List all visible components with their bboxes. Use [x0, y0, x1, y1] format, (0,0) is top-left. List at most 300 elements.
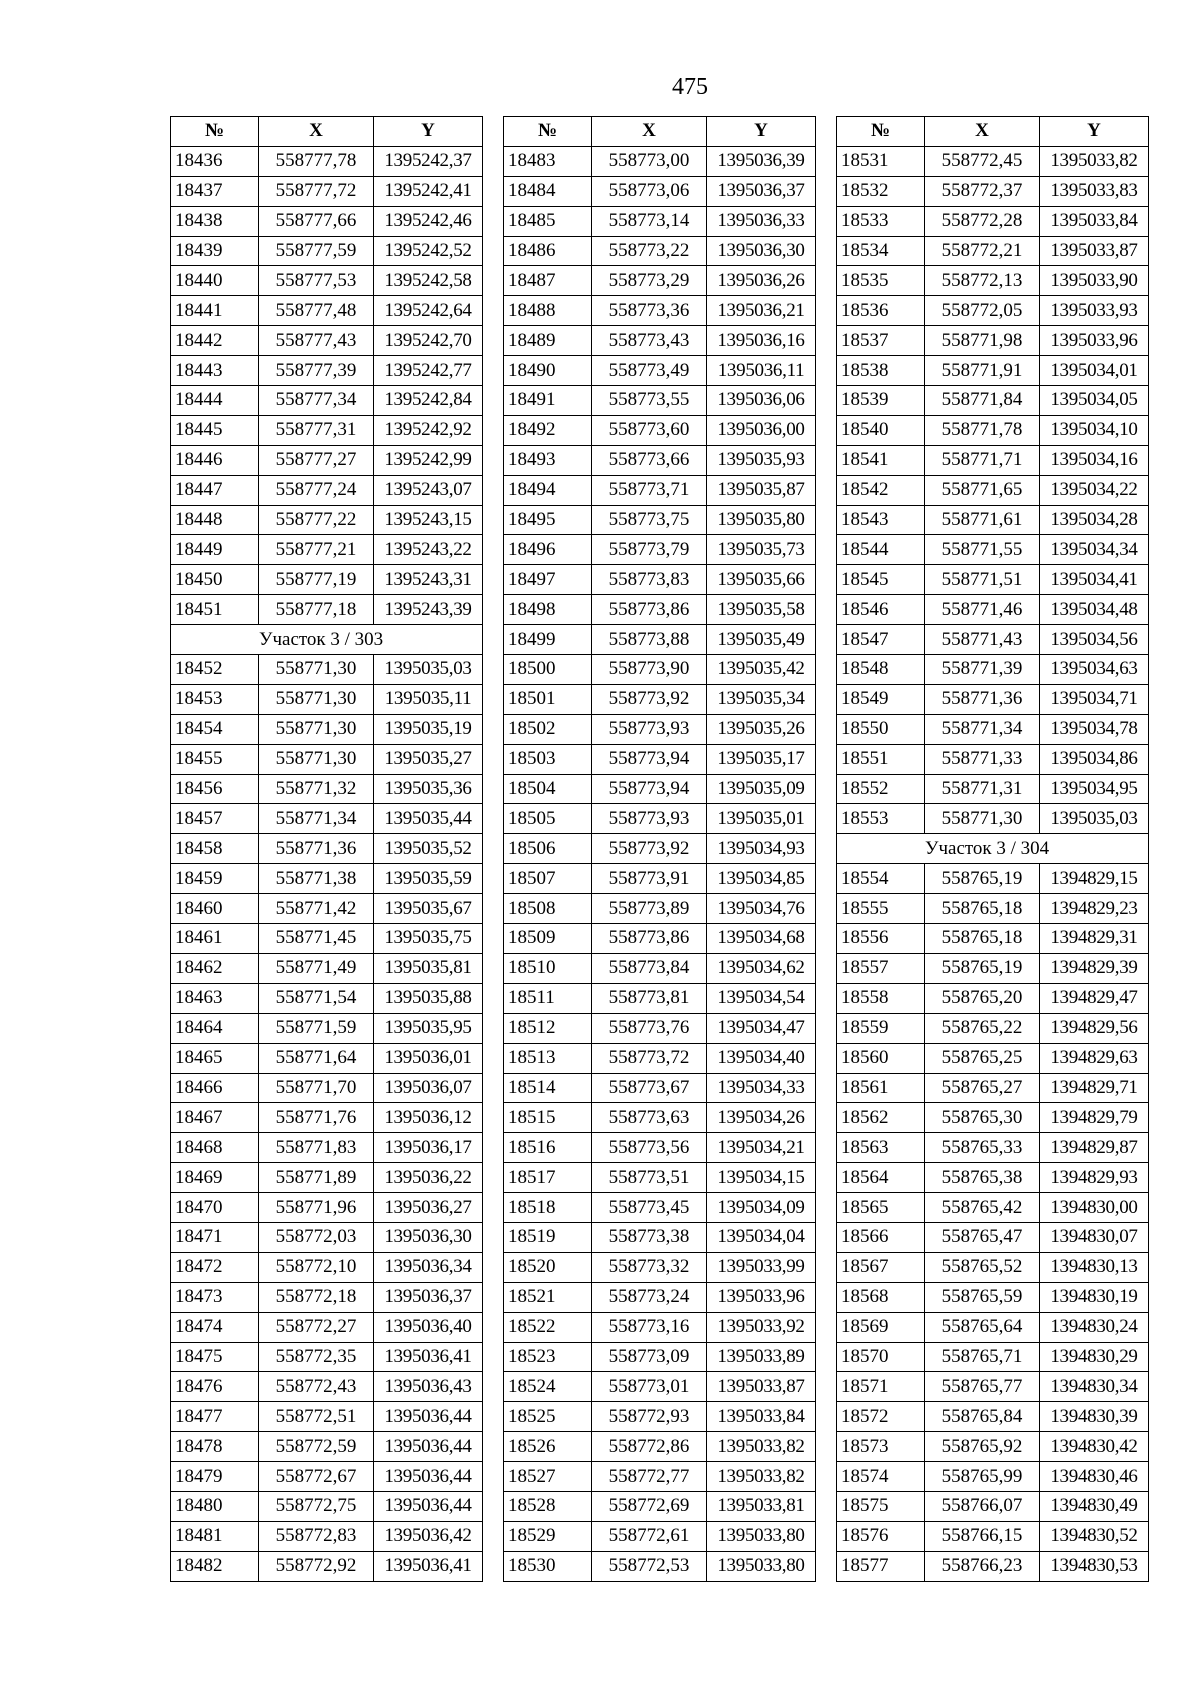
- x-coordinate: 558773,16: [592, 1312, 707, 1342]
- x-coordinate: 558772,37: [925, 176, 1040, 206]
- point-number: 18560: [837, 1043, 925, 1073]
- x-coordinate: 558771,96: [259, 1193, 374, 1223]
- x-coordinate: 558773,81: [592, 983, 707, 1013]
- point-number: 18493: [504, 445, 592, 475]
- point-number: 18564: [837, 1163, 925, 1193]
- y-coordinate: 1394830,39: [1040, 1402, 1149, 1432]
- point-number: 18546: [837, 595, 925, 625]
- x-coordinate: 558771,45: [259, 924, 374, 954]
- x-coordinate: 558771,34: [925, 714, 1040, 744]
- x-coordinate: 558771,55: [925, 535, 1040, 565]
- coordinate-tables: [170, 116, 1149, 1582]
- point-number: 18441: [171, 296, 259, 326]
- y-coordinate: 1395036,33: [707, 206, 816, 236]
- point-number: 18568: [837, 1282, 925, 1312]
- table-row: [171, 924, 483, 954]
- header-y: Y: [374, 117, 483, 147]
- table-row: [504, 415, 816, 445]
- y-coordinate: 1395036,11: [707, 356, 816, 386]
- y-coordinate: 1395034,26: [707, 1103, 816, 1133]
- point-number: 18535: [837, 266, 925, 296]
- x-coordinate: 558771,51: [925, 565, 1040, 595]
- table-row: [837, 326, 1149, 356]
- x-coordinate: 558777,34: [259, 386, 374, 416]
- y-coordinate: 1394830,52: [1040, 1521, 1149, 1551]
- table-row: [837, 356, 1149, 386]
- x-coordinate: 558773,71: [592, 475, 707, 505]
- table-row: [171, 1043, 483, 1073]
- x-coordinate: 558772,53: [592, 1551, 707, 1581]
- point-number: 18562: [837, 1103, 925, 1133]
- table-row: [504, 1103, 816, 1133]
- x-coordinate: 558773,92: [592, 834, 707, 864]
- point-number: 18507: [504, 864, 592, 894]
- x-coordinate: 558773,29: [592, 266, 707, 296]
- x-coordinate: 558771,30: [259, 744, 374, 774]
- point-number: 18494: [504, 475, 592, 505]
- table-row: [837, 1491, 1149, 1521]
- x-coordinate: 558773,86: [592, 924, 707, 954]
- table-row: [837, 774, 1149, 804]
- table-row: [837, 535, 1149, 565]
- y-coordinate: 1395242,37: [374, 146, 483, 176]
- y-coordinate: 1395034,78: [1040, 714, 1149, 744]
- point-number: 18549: [837, 684, 925, 714]
- table-row: [837, 804, 1149, 834]
- point-number: 18528: [504, 1491, 592, 1521]
- table-row: [837, 1402, 1149, 1432]
- table-row: [171, 684, 483, 714]
- table-row: [837, 1133, 1149, 1163]
- point-number: 18542: [837, 475, 925, 505]
- x-coordinate: 558771,61: [925, 505, 1040, 535]
- y-coordinate: 1395034,68: [707, 924, 816, 954]
- x-coordinate: 558765,52: [925, 1252, 1040, 1282]
- table-row: [504, 1402, 816, 1432]
- x-coordinate: 558773,43: [592, 326, 707, 356]
- x-coordinate: 558773,89: [592, 894, 707, 924]
- x-coordinate: 558772,75: [259, 1491, 374, 1521]
- y-coordinate: 1395035,01: [707, 804, 816, 834]
- y-coordinate: 1395035,42: [707, 655, 816, 685]
- point-number: 18567: [837, 1252, 925, 1282]
- y-coordinate: 1395243,31: [374, 565, 483, 595]
- table-row: [171, 1491, 483, 1521]
- table-row: [171, 804, 483, 834]
- x-coordinate: 558772,43: [259, 1372, 374, 1402]
- y-coordinate: 1395034,54: [707, 983, 816, 1013]
- table-row: [504, 774, 816, 804]
- table-row: [171, 535, 483, 565]
- y-coordinate: 1395035,80: [707, 505, 816, 535]
- table-row: [504, 1521, 816, 1551]
- point-number: 18463: [171, 983, 259, 1013]
- point-number: 18543: [837, 505, 925, 535]
- point-number: 18571: [837, 1372, 925, 1402]
- table-row: [837, 146, 1149, 176]
- point-number: 18458: [171, 834, 259, 864]
- y-coordinate: 1395035,27: [374, 744, 483, 774]
- x-coordinate: 558773,45: [592, 1193, 707, 1223]
- table-row: [837, 1342, 1149, 1372]
- y-coordinate: 1395243,07: [374, 475, 483, 505]
- table-row: [504, 1432, 816, 1462]
- x-coordinate: 558771,83: [259, 1133, 374, 1163]
- y-coordinate: 1395035,26: [707, 714, 816, 744]
- table-row: [837, 625, 1149, 655]
- y-coordinate: 1395242,46: [374, 206, 483, 236]
- point-number: 18548: [837, 655, 925, 685]
- point-number: 18478: [171, 1432, 259, 1462]
- y-coordinate: 1395035,75: [374, 924, 483, 954]
- table-row: [171, 386, 483, 416]
- section-title: Участок 3 / 303: [171, 625, 483, 655]
- y-coordinate: 1395035,03: [374, 655, 483, 685]
- point-number: 18465: [171, 1043, 259, 1073]
- table-row: [837, 1462, 1149, 1492]
- x-coordinate: 558773,86: [592, 595, 707, 625]
- point-number: 18450: [171, 565, 259, 595]
- x-coordinate: 558771,84: [925, 386, 1040, 416]
- y-coordinate: 1395242,64: [374, 296, 483, 326]
- y-coordinate: 1395036,43: [374, 1372, 483, 1402]
- table-row: [171, 1342, 483, 1372]
- y-coordinate: 1394829,23: [1040, 894, 1149, 924]
- table-row: [171, 296, 483, 326]
- table-row: [837, 1252, 1149, 1282]
- y-coordinate: 1395035,11: [374, 684, 483, 714]
- point-number: 18462: [171, 953, 259, 983]
- x-coordinate: 558773,92: [592, 684, 707, 714]
- x-coordinate: 558772,03: [259, 1222, 374, 1252]
- header-x: X: [925, 117, 1040, 147]
- point-number: 18474: [171, 1312, 259, 1342]
- table-row: [504, 595, 816, 625]
- table-row: [504, 655, 816, 685]
- y-coordinate: 1395034,09: [707, 1193, 816, 1223]
- y-coordinate: 1395036,39: [707, 146, 816, 176]
- y-coordinate: 1394830,49: [1040, 1491, 1149, 1521]
- x-coordinate: 558765,25: [925, 1043, 1040, 1073]
- y-coordinate: 1395033,83: [1040, 176, 1149, 206]
- x-coordinate: 558773,00: [592, 146, 707, 176]
- table-row: [837, 1432, 1149, 1462]
- table-row: [504, 1372, 816, 1402]
- x-coordinate: 558771,54: [259, 983, 374, 1013]
- table-row: [837, 1013, 1149, 1043]
- y-coordinate: 1395033,87: [1040, 236, 1149, 266]
- point-number: 18506: [504, 834, 592, 864]
- x-coordinate: 558773,91: [592, 864, 707, 894]
- x-coordinate: 558777,18: [259, 595, 374, 625]
- y-coordinate: 1395034,48: [1040, 595, 1149, 625]
- table-row: [504, 1133, 816, 1163]
- x-coordinate: 558771,76: [259, 1103, 374, 1133]
- page-number: 475: [672, 74, 708, 100]
- point-number: 18489: [504, 326, 592, 356]
- x-coordinate: 558772,28: [925, 206, 1040, 236]
- header-number: №: [837, 117, 925, 147]
- x-coordinate: 558771,64: [259, 1043, 374, 1073]
- table-row: [171, 1222, 483, 1252]
- table-row: [837, 1551, 1149, 1581]
- x-coordinate: 558765,84: [925, 1402, 1040, 1432]
- point-number: 18487: [504, 266, 592, 296]
- table-row: [504, 445, 816, 475]
- point-number: 18576: [837, 1521, 925, 1551]
- table-row: [504, 565, 816, 595]
- table-row: [171, 1312, 483, 1342]
- table-row: [504, 1073, 816, 1103]
- header-y: Y: [1040, 117, 1149, 147]
- x-coordinate: 558771,78: [925, 415, 1040, 445]
- table-row: [504, 834, 816, 864]
- x-coordinate: 558773,83: [592, 565, 707, 595]
- y-coordinate: 1395034,16: [1040, 445, 1149, 475]
- x-coordinate: 558772,69: [592, 1491, 707, 1521]
- y-coordinate: 1395036,01: [374, 1043, 483, 1073]
- point-number: 18448: [171, 505, 259, 535]
- point-number: 18516: [504, 1133, 592, 1163]
- x-coordinate: 558771,91: [925, 356, 1040, 386]
- x-coordinate: 558773,84: [592, 953, 707, 983]
- y-coordinate: 1395035,49: [707, 625, 816, 655]
- table-row: [837, 1103, 1149, 1133]
- table-row: [171, 1163, 483, 1193]
- table-row: [837, 1043, 1149, 1073]
- point-number: 18485: [504, 206, 592, 236]
- point-number: 18541: [837, 445, 925, 475]
- y-coordinate: 1395034,01: [1040, 356, 1149, 386]
- x-coordinate: 558771,34: [259, 804, 374, 834]
- x-coordinate: 558771,71: [925, 445, 1040, 475]
- y-coordinate: 1395035,09: [707, 774, 816, 804]
- point-number: 18534: [837, 236, 925, 266]
- x-coordinate: 558771,42: [259, 894, 374, 924]
- point-number: 18505: [504, 804, 592, 834]
- y-coordinate: 1394829,87: [1040, 1133, 1149, 1163]
- x-coordinate: 558772,77: [592, 1462, 707, 1492]
- table-row: [837, 386, 1149, 416]
- table-row: [837, 1193, 1149, 1223]
- table-row: [504, 864, 816, 894]
- table-row: [171, 445, 483, 475]
- y-coordinate: 1395034,04: [707, 1222, 816, 1252]
- x-coordinate: 558766,07: [925, 1491, 1040, 1521]
- y-coordinate: 1395035,58: [707, 595, 816, 625]
- table-row: [171, 1133, 483, 1163]
- table-row: [504, 1163, 816, 1193]
- y-coordinate: 1395036,30: [707, 236, 816, 266]
- y-coordinate: 1395036,17: [374, 1133, 483, 1163]
- y-coordinate: 1395036,42: [374, 1521, 483, 1551]
- x-coordinate: 558777,21: [259, 535, 374, 565]
- y-coordinate: 1395242,41: [374, 176, 483, 206]
- point-number: 18515: [504, 1103, 592, 1133]
- x-coordinate: 558773,76: [592, 1013, 707, 1043]
- y-coordinate: 1395035,73: [707, 535, 816, 565]
- point-number: 18500: [504, 655, 592, 685]
- x-coordinate: 558771,43: [925, 625, 1040, 655]
- y-coordinate: 1395034,22: [1040, 475, 1149, 505]
- point-number: 18440: [171, 266, 259, 296]
- table-row: [171, 475, 483, 505]
- table-row: [171, 356, 483, 386]
- x-coordinate: 558773,94: [592, 774, 707, 804]
- x-coordinate: 558773,63: [592, 1103, 707, 1133]
- y-coordinate: 1395036,37: [707, 176, 816, 206]
- table-row: [171, 1372, 483, 1402]
- x-coordinate: 558772,05: [925, 296, 1040, 326]
- y-coordinate: 1395035,34: [707, 684, 816, 714]
- x-coordinate: 558772,21: [925, 236, 1040, 266]
- point-number: 18527: [504, 1462, 592, 1492]
- y-coordinate: 1395034,71: [1040, 684, 1149, 714]
- y-coordinate: 1394830,29: [1040, 1342, 1149, 1372]
- x-coordinate: 558771,32: [259, 774, 374, 804]
- point-number: 18446: [171, 445, 259, 475]
- table-row: [504, 1462, 816, 1492]
- table-row: [171, 1521, 483, 1551]
- y-coordinate: 1394830,24: [1040, 1312, 1149, 1342]
- point-number: 18471: [171, 1222, 259, 1252]
- point-number: 18565: [837, 1193, 925, 1223]
- table-row: [171, 1013, 483, 1043]
- x-coordinate: 558773,24: [592, 1282, 707, 1312]
- point-number: 18456: [171, 774, 259, 804]
- point-number: 18574: [837, 1462, 925, 1492]
- point-number: 18438: [171, 206, 259, 236]
- point-number: 18531: [837, 146, 925, 176]
- y-coordinate: 1395242,99: [374, 445, 483, 475]
- y-coordinate: 1395035,17: [707, 744, 816, 774]
- table-row: [504, 1193, 816, 1223]
- x-coordinate: 558772,45: [925, 146, 1040, 176]
- y-coordinate: 1395034,85: [707, 864, 816, 894]
- x-coordinate: 558765,71: [925, 1342, 1040, 1372]
- table-row: [837, 595, 1149, 625]
- table-row: [837, 953, 1149, 983]
- x-coordinate: 558777,31: [259, 415, 374, 445]
- x-coordinate: 558771,30: [259, 684, 374, 714]
- x-coordinate: 558765,30: [925, 1103, 1040, 1133]
- x-coordinate: 558765,92: [925, 1432, 1040, 1462]
- y-coordinate: 1395036,44: [374, 1491, 483, 1521]
- point-number: 18557: [837, 953, 925, 983]
- x-coordinate: 558773,75: [592, 505, 707, 535]
- y-coordinate: 1395036,26: [707, 266, 816, 296]
- x-coordinate: 558772,83: [259, 1521, 374, 1551]
- y-coordinate: 1395033,84: [1040, 206, 1149, 236]
- y-coordinate: 1394829,56: [1040, 1013, 1149, 1043]
- point-number: 18508: [504, 894, 592, 924]
- y-coordinate: 1394829,31: [1040, 924, 1149, 954]
- table-row: [171, 774, 483, 804]
- point-number: 18561: [837, 1073, 925, 1103]
- y-coordinate: 1395035,95: [374, 1013, 483, 1043]
- point-number: 18544: [837, 535, 925, 565]
- point-number: 18536: [837, 296, 925, 326]
- point-number: 18553: [837, 804, 925, 834]
- table-row: [837, 744, 1149, 774]
- y-coordinate: 1394829,79: [1040, 1103, 1149, 1133]
- x-coordinate: 558765,33: [925, 1133, 1040, 1163]
- x-coordinate: 558773,36: [592, 296, 707, 326]
- x-coordinate: 558773,22: [592, 236, 707, 266]
- x-coordinate: 558773,55: [592, 386, 707, 416]
- table-row: [504, 146, 816, 176]
- y-coordinate: 1395242,92: [374, 415, 483, 445]
- y-coordinate: 1394829,93: [1040, 1163, 1149, 1193]
- x-coordinate: 558771,49: [259, 953, 374, 983]
- point-number: 18466: [171, 1073, 259, 1103]
- x-coordinate: 558765,20: [925, 983, 1040, 1013]
- table-row: [837, 296, 1149, 326]
- point-number: 18439: [171, 236, 259, 266]
- x-coordinate: 558765,38: [925, 1163, 1040, 1193]
- x-coordinate: 558777,78: [259, 146, 374, 176]
- table-row: [171, 1073, 483, 1103]
- x-coordinate: 558771,46: [925, 595, 1040, 625]
- point-number: 18467: [171, 1103, 259, 1133]
- table-row: [837, 714, 1149, 744]
- section-row: [171, 625, 483, 655]
- x-coordinate: 558773,72: [592, 1043, 707, 1073]
- point-number: 18470: [171, 1193, 259, 1223]
- y-coordinate: 1395036,44: [374, 1432, 483, 1462]
- point-number: 18524: [504, 1372, 592, 1402]
- y-coordinate: 1395242,84: [374, 386, 483, 416]
- table-row: [837, 505, 1149, 535]
- y-coordinate: 1395036,41: [374, 1342, 483, 1372]
- y-coordinate: 1395034,33: [707, 1073, 816, 1103]
- point-number: 18559: [837, 1013, 925, 1043]
- point-number: 18457: [171, 804, 259, 834]
- y-coordinate: 1395035,52: [374, 834, 483, 864]
- point-number: 18547: [837, 625, 925, 655]
- point-number: 18496: [504, 535, 592, 565]
- y-coordinate: 1395036,41: [374, 1551, 483, 1581]
- y-coordinate: 1395034,41: [1040, 565, 1149, 595]
- point-number: 18437: [171, 176, 259, 206]
- y-coordinate: 1394830,53: [1040, 1551, 1149, 1581]
- table-row: [171, 655, 483, 685]
- x-coordinate: 558771,38: [259, 864, 374, 894]
- x-coordinate: 558773,93: [592, 714, 707, 744]
- x-coordinate: 558773,88: [592, 625, 707, 655]
- table-row: [171, 595, 483, 625]
- table-row: [171, 894, 483, 924]
- table-row: [504, 953, 816, 983]
- point-number: 18514: [504, 1073, 592, 1103]
- point-number: 18476: [171, 1372, 259, 1402]
- x-coordinate: 558771,98: [925, 326, 1040, 356]
- table-row: [504, 535, 816, 565]
- y-coordinate: 1395034,34: [1040, 535, 1149, 565]
- y-coordinate: 1394829,15: [1040, 864, 1149, 894]
- point-number: 18459: [171, 864, 259, 894]
- point-number: 18569: [837, 1312, 925, 1342]
- x-coordinate: 558772,93: [592, 1402, 707, 1432]
- point-number: 18509: [504, 924, 592, 954]
- point-number: 18555: [837, 894, 925, 924]
- point-number: 18454: [171, 714, 259, 744]
- y-coordinate: 1395033,93: [1040, 296, 1149, 326]
- table-row: [837, 236, 1149, 266]
- y-coordinate: 1395033,87: [707, 1372, 816, 1402]
- point-number: 18523: [504, 1342, 592, 1372]
- point-number: 18460: [171, 894, 259, 924]
